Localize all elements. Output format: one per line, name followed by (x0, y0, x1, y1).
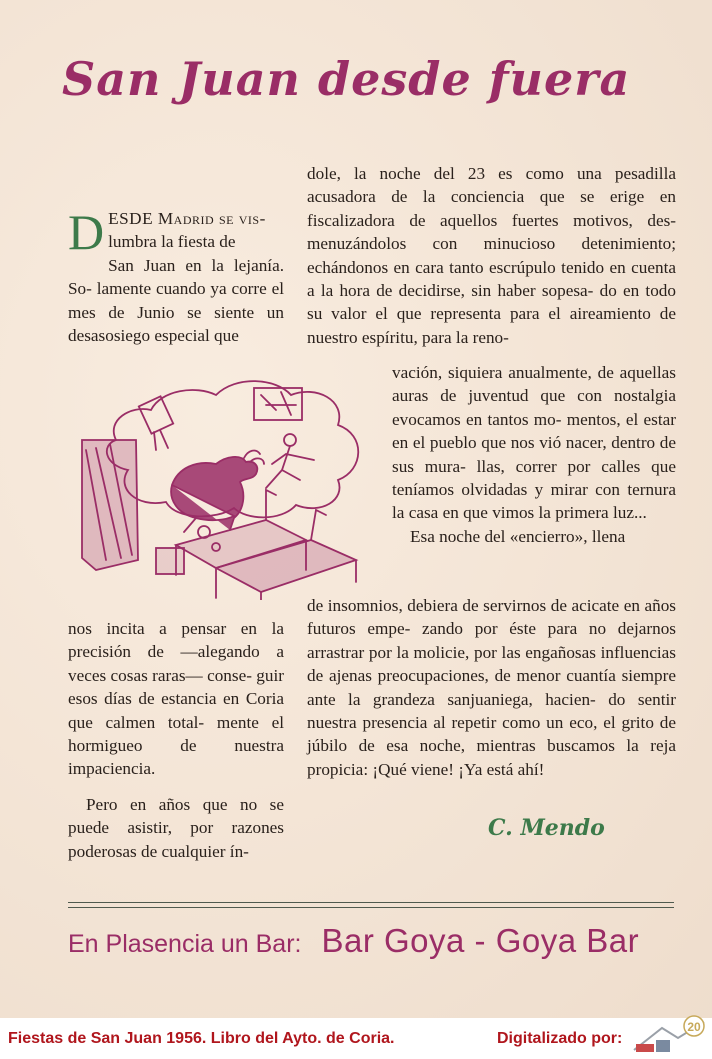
right-column-bottom (307, 594, 676, 781)
article-title: San Juan desde fuera (62, 52, 631, 106)
left-column-top (68, 204, 284, 347)
right-column-indented (392, 361, 676, 548)
footer-credit: Digitalizado por: (497, 1030, 623, 1047)
opening-line-2: lumbra la fiesta de (108, 232, 236, 252)
author-signature: C. Mendo (488, 815, 605, 841)
dream-illustration (76, 370, 372, 600)
right-paragraph-indented: vación, siquiera anualmente, de aquellas auras de juventud que con nostalgia evocamos en tantos mo- mentos, el estar en el pueblo que nos vió nacer, dentro de sus mura- llas, correr por calles que teníamos olvidadas y mirar con ternura la casa en que vimos la primera luz... (392, 363, 676, 523)
logo-number: 20 (687, 1020, 701, 1034)
runner-head (284, 434, 296, 446)
opening-paragraph (68, 204, 284, 347)
window-curtain (82, 440, 138, 570)
right-paragraph-2-start: Esa noche del «encierro», llena (410, 526, 626, 546)
ad-bar-name: Bar Goya - Goya Bar (321, 922, 640, 959)
left-column-bottom (68, 617, 284, 863)
drop-cap: D (68, 204, 105, 260)
opening-rest: San Juan en la lejanía. So- lamente cuando ya corre el mes de Junio se siente un desasosiego especial que (68, 255, 284, 346)
footer-bar (0, 1018, 712, 1059)
paragraph-3: Pero en años que no se puede asistir, por razones poderosas de cualquier ín- (68, 794, 284, 861)
footer-caption: Fiestas de San Juan 1956. Libro del Ayto. de Coria. (8, 1030, 395, 1047)
divider-rule (68, 902, 674, 908)
advertisement (68, 922, 674, 960)
right-column-top (307, 162, 676, 349)
ad-prefix: En Plasencia un Bar: (68, 930, 302, 958)
digitizer-logo-icon (632, 1010, 706, 1056)
right-paragraph-2-rest: de insomnios, debiera de servirnos de acicate en años futuros empe- zando por éste para no dejarnos arrastrar por la molicie, por las engañosas influencias de ajenas preocupaciones, de menor cuantía siempre ante la grandeza sanjuaniega, hacien- do sentir nuestra presencia al repetir como un eco, el grito de júbilo de esa noche, mientras buscamos la reja propicia: ¡Qué viene! ¡Ya está ahí! (307, 596, 676, 779)
paragraph-2: nos incita a pensar en la precisión de —alegando a veces cosas raras— conse- guir esos días de estancia en Coria que calmen total- mente el hormigueo de nuestra impaciencia. (68, 619, 284, 779)
bull-icon (171, 457, 257, 532)
nightstand-icon (156, 548, 184, 574)
opening-line-1: ESDE Madrid se vis- (108, 209, 266, 228)
right-paragraph-1: dole, la noche del 23 es como una pesadilla acusadora de la conciencia que se erige en fiscalizadora de aquellos fuertes motivos, des- menuzándolos con minucioso detenimiento; echándonos en cara tanto escrúpulo tenido en cuenta a la hora de decidirse, sin haber sopesa- do en todo su valor el que representa para el aireamiento de nuestro espíritu, para la reno- (307, 164, 676, 347)
